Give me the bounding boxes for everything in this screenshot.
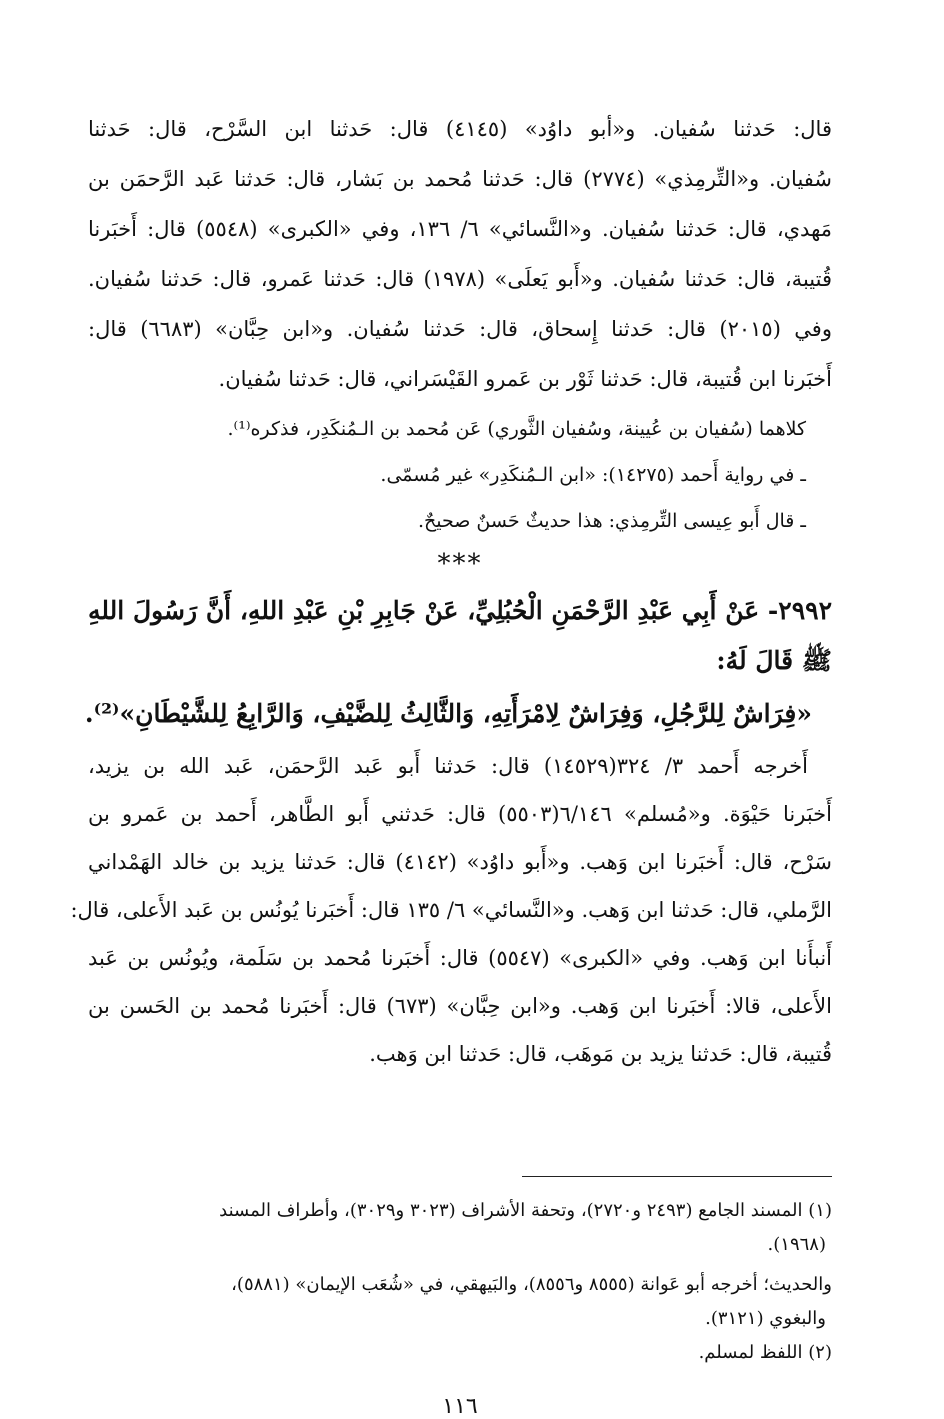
sources-line: قال: حَدثنا سُفيان. و«أبو داوُد» (٤١٤٥) قال: حَدثنا ابن السَّرْح، قال: حَدثنا xyxy=(88,117,832,141)
footnote-1-hadith-note: والحديث؛ أخرجه أبو عَوانة (٨٥٥٥ و٨٥٥٦)، والبَيهقي، في «شُعَب الإيمان» (٥٨٨١)، xyxy=(231,1274,832,1295)
takhrij-line: سَرْح، قال: أَخبَرنا ابن وَهب. و«أَبو داوُد» (٤١٤٢) قال: حَدثنا يزيد بن خالد الهَمْداني xyxy=(88,850,832,874)
footnote-1: (١) المسند الجامع (٢٤٩٣ و٢٧٢٠)، وتحفة الأشراف (٣٠٢٣ و٣٠٢٩)، وأطراف المسند xyxy=(219,1200,832,1221)
takhrij-line: الأَعلى، قالا: أَخبَرنا ابن وَهب. و«ابن حِبَّان» (٦٧٣) قال: أَخبَرنا مُحمد بن الحَسن بن xyxy=(88,994,832,1018)
sources-block xyxy=(88,104,832,404)
footnote-2: (٢) اللفظ لمسلم. xyxy=(698,1342,832,1363)
sources-line: أَخبَرنا ابن قُتيبة، قال: حَدثنا ثَوْر بن عَمرو القَيْسَراني، قال: حَدثنا سُفيان. xyxy=(218,367,832,391)
footnote-1-continuation: (١٩٦٨). xyxy=(767,1234,826,1255)
page-number: ١١٦ xyxy=(442,1394,478,1419)
book-page xyxy=(70,104,833,1419)
hadith-matn: «فِرَاشٌ لِلرَّجُلِ، وَفِرَاشٌ لِامْرَأَتِهِ، وَالثَّالِثُ لِلضَّيْفِ، وَالرَّابِعُ لِلشَّيْطَانِ»⁽²⁾. xyxy=(84,699,812,728)
section-separator: *** xyxy=(437,549,483,579)
hadith-isnad-line: ﷺ قَالَ لَهُ: xyxy=(716,646,832,675)
takhrij-line: أَنبأَنا ابن وَهب. وفي «الكبرى» (٥٥٤٧) قال: أَخبَرنا مُحمد بن سَلَمة، ويُونُس بن عَبد xyxy=(88,946,832,970)
footnote-divider xyxy=(522,1176,832,1177)
footnotes xyxy=(88,1194,832,1370)
hadith-block xyxy=(84,586,832,742)
sources-line: وفي (٢٠١٥) قال: حَدثنا إِسحاق، قال: حَدثنا سُفيان. و«ابن حِبَّان» (٦٦٨٣) قال: xyxy=(88,317,832,341)
sources-line: سُفيان. و«التِّرمِذي» (٢٧٧٤) قال: حَدثنا مُحمد بن بَشار، قال: حَدثنا عَبد الرَّحمَن بن xyxy=(88,167,832,191)
note-line: ـ قال أَبو عِيسى التِّرمِذي: هذا حديثٌ حَسنٌ صحيحٌ. xyxy=(417,510,806,532)
takhrij-line: أَخبَرنا حَيْوَة. و«مُسلم» ٦/١٤٦(٥٥٠٣) قال: حَدثني أَبو الطَّاهر، أَحمد بن عَمرو بن xyxy=(88,802,833,826)
takhrij-line: أَخرجه أَحمد ٣/ ٣٢٤(١٤٥٢٩) قال: حَدثنا أَبو عَبد الرَّحمَن، عَبد الله بن يزيد، xyxy=(88,754,808,778)
note-line: كلاهما (سُفيان بن عُيينة، وسُفيان الثَّوري) عَن مُحمد بن الـمُنكَدِر، فذكره⁽¹⁾. xyxy=(227,418,806,440)
takhrij-block xyxy=(70,742,833,1078)
note-line: ـ في رواية أَحمد (١٤٢٧٥): «ابن الـمُنكَدِر» غير مُسمّى. xyxy=(380,464,806,486)
sources-line: مَهدي، قال: حَدثنا سُفيان. و«النَّسائي» ٦/ ١٣٦، وفي «الكبرى» (٥٥٤٨) قال: أَخبَرنا xyxy=(88,217,832,241)
notes-block xyxy=(88,406,832,544)
takhrij-line: قُتيبة، قال: حَدثنا يزيد بن مَوهَب، قال: حَدثنا ابن وَهب. xyxy=(369,1042,832,1066)
takhrij-line: الرَّملي، قال: حَدثنا ابن وَهب. و«النَّسائي» ٦/ ١٣٥ قال: أَخبَرنا يُونُس بن عَبد الأَعلى، قال: xyxy=(70,898,832,922)
footnote-1-hadith-note-continuation: والبغوي (٣١٢١). xyxy=(705,1308,826,1329)
sources-line: قُتيبة، قال: حَدثنا سُفيان. و«أَبو يَعلَى» (١٩٧٨) قال: حَدثنا عَمرو، قال: حَدثنا سُفيان. xyxy=(88,267,832,291)
hadith-isnad-line: ٢٩٩٢- عَنْ أَبِي عَبْدِ الرَّحْمَنِ الْحُبُلِيِّ، عَنْ جَابِرِ بْنِ عَبْدِ اللهِ، أَنَّ رَسُولَ اللهِ xyxy=(88,596,832,625)
